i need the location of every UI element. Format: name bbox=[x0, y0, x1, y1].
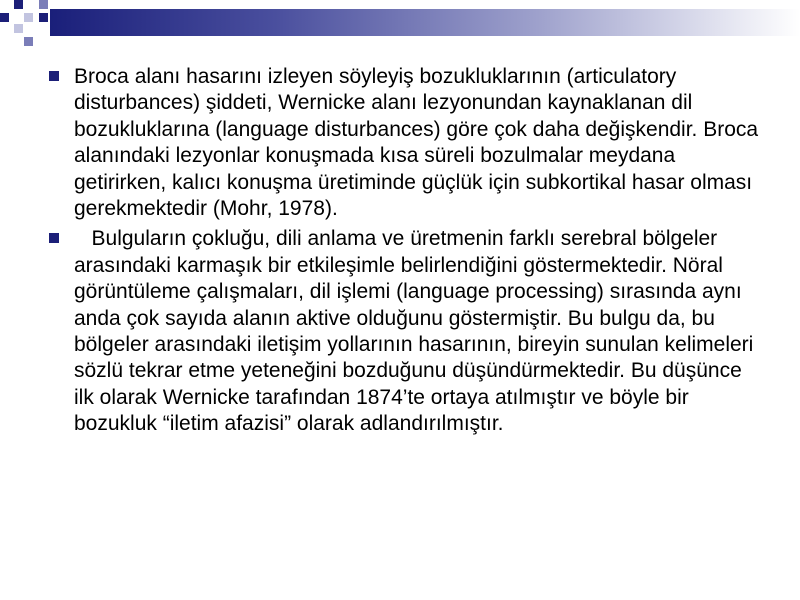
decor-square bbox=[39, 13, 48, 22]
decor-square bbox=[24, 13, 33, 22]
decor-square bbox=[24, 37, 33, 46]
header-gradient-bar bbox=[50, 9, 800, 36]
slide-content bbox=[48, 64, 768, 442]
square-bullet-icon bbox=[49, 233, 59, 243]
bullet-item bbox=[48, 226, 768, 437]
decor-square bbox=[14, 0, 23, 9]
bullet-text: Bulguların çokluğu, dili anlama ve üretmenin farklı serebral bölgeler arasındaki karmaşık bir etkileşimle belirlendiğini göstermektedir. Nöral görüntüleme çalışmaları, dil işlemi (language processing) sırasında aynı anda çok sayıda alanın aktive olduğunu göstermiştir. Bu bulgu da, bu bölgeler arasındaki iletişim yollarının hasarının, bireyin sunulan kelimeleri sözlü tekrar etme yeteneğini bozduğunu düşündürmektedir. Bu düşünce ilk olarak Wernicke tarafından 1874’te ortaya atılmıştır ve böyle bir bozukluk “iletim afazisi” olarak adlandırılmıştır. bbox=[74, 227, 760, 436]
square-bullet-icon bbox=[49, 71, 59, 81]
decor-square bbox=[39, 0, 48, 9]
bullet-text: Broca alanı hasarını izleyen söyleyiş bozukluklarının (articulatory disturbances) şiddeti, Wernicke alanı lezyonundan kaynaklanan dil bozukluklarına (language disturbances) göre çok daha değişkendir. Broca alanındaki lezyonlar konuşmada kısa süreli bozulmalar meydana getirirken, kalıcı konuşma üretiminde güçlük için subkortikal hasar olması gerekmektedir (Mohr, 1978). bbox=[74, 65, 759, 221]
bullet-item bbox=[48, 64, 768, 222]
decor-square bbox=[14, 24, 23, 33]
decor-square bbox=[0, 13, 9, 22]
